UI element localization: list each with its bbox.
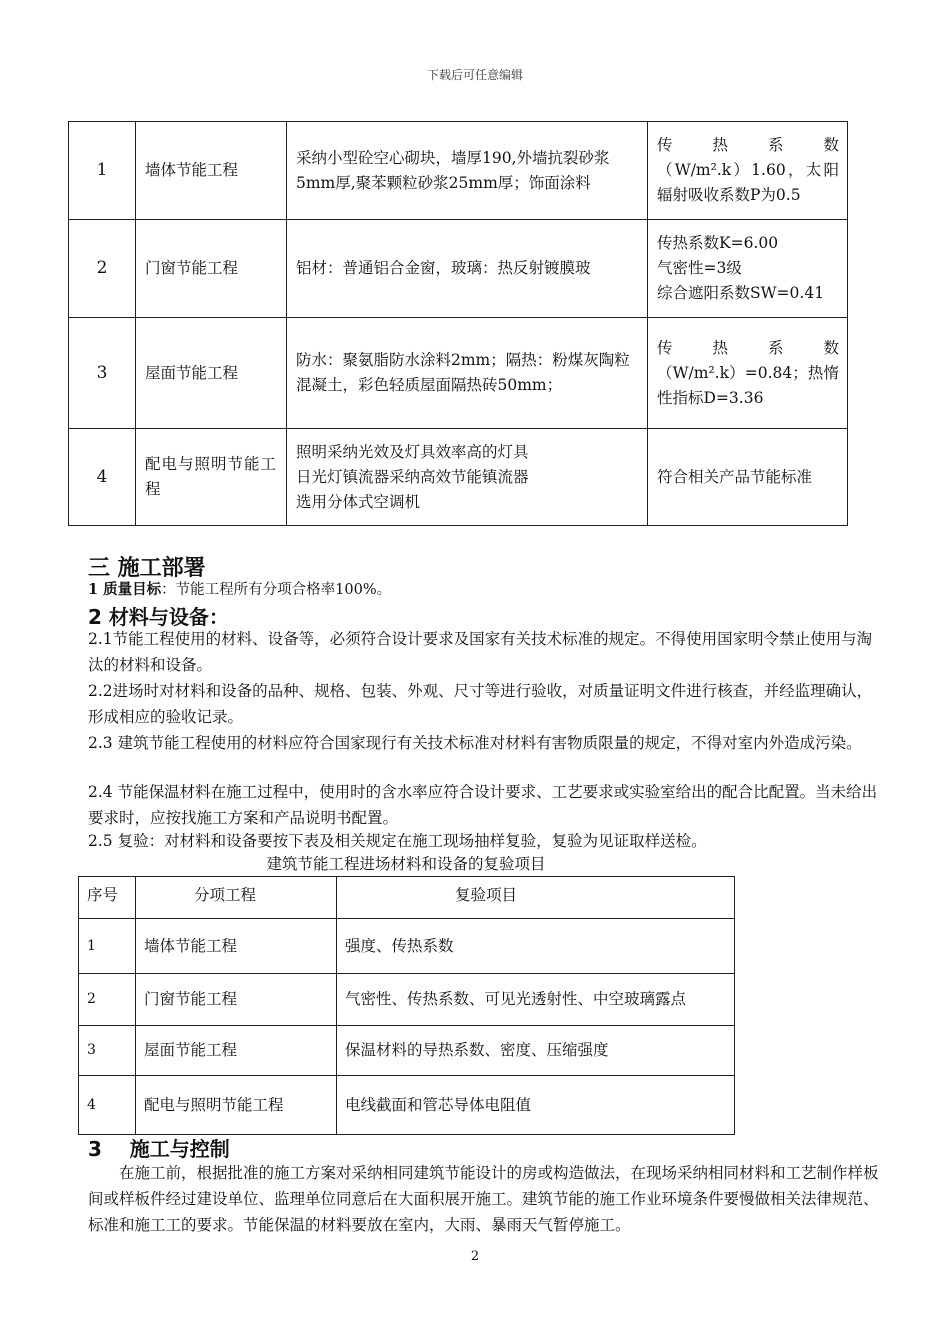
check-items: 强度、传热系数 [337, 919, 735, 974]
row-number: 4 [79, 1076, 136, 1135]
spec-line: 辐射吸收系数P为0.5 [657, 186, 801, 204]
recheck-items-table [78, 876, 735, 1135]
header-cell: 序号 [79, 877, 136, 919]
spec-line: 气密性=3级 [657, 259, 742, 277]
material-line: 日光灯镇流器采纳高效节能镇流器 [296, 467, 529, 486]
header-note: 下载后可任意编辑 [426, 68, 523, 82]
energy-saving-table [68, 121, 848, 526]
page-number: 2 [470, 1249, 480, 1264]
check-items: 保温材料的导热系数、密度、压缩强度 [337, 1026, 735, 1076]
table-row [79, 974, 735, 1026]
row-number: 3 [69, 318, 136, 429]
spec-line: 传热系数K=6.00 [657, 234, 779, 252]
table-row [79, 1076, 735, 1135]
spec-cell [648, 318, 848, 429]
item-name: 门窗节能工程 [136, 974, 337, 1026]
material-desc: 采纳小型砼空心砌块，墙厚190,外墙抗裂砂浆5mm厚,聚苯颗粒砂浆25mm厚；饰面涂料 [287, 122, 648, 220]
material-desc [287, 429, 648, 526]
item-name: 墙体节能工程 [136, 919, 337, 974]
paragraph-2-3: 2.3 建筑节能工程使用的材料应符合国家现行有关技术标准对材料有害物质限量的规定，不得对室内外造成污染。 [88, 734, 862, 752]
material-line: 选用分体式空调机 [296, 492, 421, 511]
quality-goal-label: 1 质量目标 [88, 581, 162, 598]
row-number: 1 [79, 919, 136, 974]
material-line: 照明采纳光效及灯具效率高的灯具 [296, 442, 529, 461]
spec-cell [648, 122, 848, 220]
table-caption: 建筑节能工程进场材料和设备的复验项目 [266, 855, 546, 873]
row-number: 2 [69, 220, 136, 318]
spec-line: （W/m².k）=0.84；热惰 [657, 363, 839, 382]
check-items: 电线截面和管芯导体电阻值 [337, 1076, 735, 1135]
paragraph-2-4: 2.4 节能保温材料在施工过程中，使用时的含水率应符合设计要求、工艺要求或实验室给出的配合比配置。当未给出要求时，应按找施工方案和产品说明书配置。 [88, 783, 878, 827]
paragraph-2-2: 2.2进场时对材料和设备的品种、规格、包装、外观、尺寸等进行验收，对质量证明文件进行核查，并经监理确认，形成相应的验收记录。 [88, 682, 873, 726]
check-items: 气密性、传热系数、可见光透射性、中空玻璃露点 [337, 974, 735, 1026]
table-row [79, 919, 735, 974]
item-name: 屋面节能工程 [136, 318, 287, 429]
material-desc: 铝材：普通铝合金窗，玻璃：热反射镀膜玻 [287, 220, 648, 318]
row-number: 3 [79, 1026, 136, 1076]
control-title: 3 施工与控制 [88, 1137, 230, 1161]
section-title: 三 施工部署 [88, 556, 206, 581]
row-number: 1 [69, 122, 136, 220]
quality-goal-text: ：节能工程所有分项合格率100%。 [161, 582, 392, 598]
spec-line: 传 热 系 数 [657, 338, 839, 357]
spec-line: 传 热 系 数 [657, 136, 839, 154]
item-name: 墙体节能工程 [136, 122, 287, 220]
table-row [69, 318, 848, 429]
header-cell: 分项工程 [136, 877, 337, 919]
spec-cell: 符合相关产品节能标准 [648, 429, 848, 526]
item-name: 屋面节能工程 [136, 1026, 337, 1076]
item-name: 门窗节能工程 [136, 220, 287, 318]
item-name: 配电与照明节能工程 [136, 1076, 337, 1135]
materials-title: 2 材料与设备： [88, 605, 229, 629]
control-paragraph: 在施工前，根据批准的施工方案对采纳相同建筑节能设计的房或构造做法，在现场采纳相同材料和工艺制作样板间或样板件经过建设单位、监理单位同意后在大面积展开施工。建筑节能的施工作业环境条件要慢做相关法律规范、标准和施工工的要求。节能保温的材料要放在室内，大雨、暴雨天气暂停施工。 [88, 1164, 879, 1234]
material-desc: 防水：聚氨脂防水涂料2mm；隔热：粉煤灰陶粒混凝土，彩色轻质屋面隔热砖50mm； [287, 318, 648, 429]
table-row [69, 429, 848, 526]
spec-cell [648, 220, 848, 318]
paragraph-2-1: 2.1节能工程使用的材料、设备等，必须符合设计要求及国家有关技术标准的规定。不得使用国家明令禁止使用与淘汰的材料和设备。 [88, 630, 873, 674]
paragraph-2-5: 2.5 复验：对材料和设备要按下表及相关规定在施工现场抽样复验，复验为见证取样送检。 [88, 832, 707, 850]
table-header-row [79, 877, 735, 919]
row-number: 4 [69, 429, 136, 526]
header-cell: 复验项目 [337, 877, 735, 919]
table-row [79, 1026, 735, 1076]
table-row [69, 220, 848, 318]
quality-goal [88, 577, 391, 603]
table-row [69, 122, 848, 220]
row-number: 2 [79, 974, 136, 1026]
item-name: 配电与照明节能工程 [136, 429, 287, 526]
spec-line: 综合遮阳系数SW=0.41 [657, 284, 825, 302]
spec-line: （W/m².k）1.60，太阳 [657, 161, 839, 179]
spec-line: 性指标D=3.36 [657, 388, 764, 407]
